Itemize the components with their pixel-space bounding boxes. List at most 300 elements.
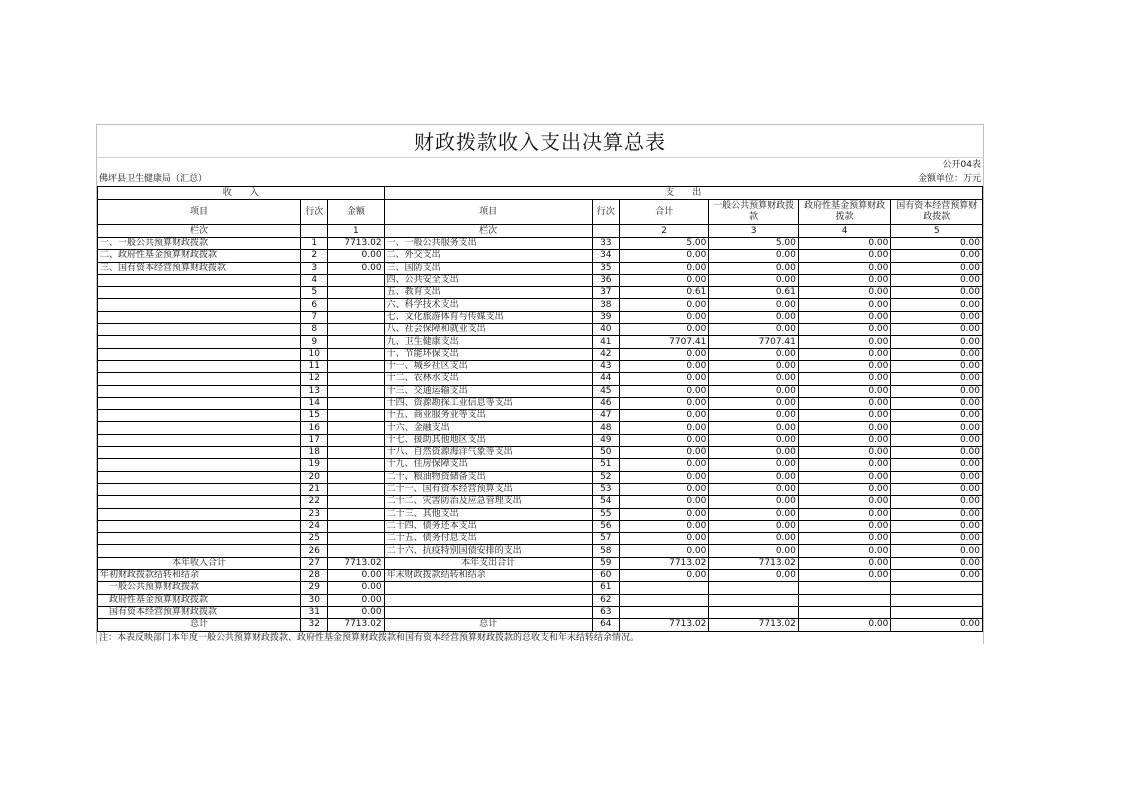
- income-item: [98, 533, 301, 545]
- expense-row-no: 44: [592, 373, 619, 385]
- expense-item: 十二、农林水支出: [384, 373, 592, 385]
- expense-item: 二十、粮油物资储备支出: [384, 471, 592, 483]
- income-amount: [328, 520, 384, 532]
- expense-row-no: 40: [592, 324, 619, 336]
- gov-fund-amount: 0.00: [798, 397, 891, 409]
- expense-item: 十三、交通运输支出: [384, 385, 592, 397]
- income-item: [98, 483, 301, 495]
- state-capital-header: 国有资本经营预算财政拨款: [891, 200, 983, 225]
- income-amount: [328, 385, 384, 397]
- income-item: 总计: [98, 619, 301, 631]
- income-row-no: 2: [301, 250, 328, 262]
- table-row: [98, 311, 983, 323]
- income-row-no: 25: [301, 533, 328, 545]
- income-item: [98, 311, 301, 323]
- table-row: [98, 385, 983, 397]
- income-row-no: 12: [301, 373, 328, 385]
- expense-row-no: 45: [592, 385, 619, 397]
- income-amount: 0.00: [328, 250, 384, 262]
- table-row: [98, 360, 983, 372]
- gov-fund-amount: 0.00: [798, 324, 891, 336]
- income-item: [98, 459, 301, 471]
- expense-item: 二十四、债务还本支出: [384, 520, 592, 532]
- income-row-no: 29: [301, 582, 328, 594]
- general-budget-amount: 0.00: [709, 520, 799, 532]
- expense-item-header: 项目: [384, 200, 592, 225]
- income-amount: [328, 545, 384, 557]
- expense-total: 0.00: [619, 373, 709, 385]
- expense-item: 二十六、抗疫特别国债安排的支出: [384, 545, 592, 557]
- gov-fund-amount: [798, 594, 891, 606]
- expense-total: 7713.02: [619, 619, 709, 631]
- expense-row-no: 39: [592, 311, 619, 323]
- state-capital-amount: [891, 582, 983, 594]
- income-row-no: 11: [301, 360, 328, 372]
- gov-fund-amount: 0.00: [798, 274, 891, 286]
- expense-row-no: 57: [592, 533, 619, 545]
- general-budget-amount: 0.00: [709, 447, 799, 459]
- income-amount: 0.00: [328, 606, 384, 618]
- table-row: [98, 533, 983, 545]
- general-budget-amount: 0.00: [709, 311, 799, 323]
- expense-total: 0.00: [619, 459, 709, 471]
- gov-fund-amount: 0.00: [798, 545, 891, 557]
- general-budget-amount: 0.00: [709, 459, 799, 471]
- state-capital-amount: [891, 606, 983, 618]
- col-2: 2: [619, 225, 709, 238]
- expense-item: 一、一般公共服务支出: [384, 238, 592, 250]
- table-row: [98, 373, 983, 385]
- state-capital-amount: 0.00: [891, 422, 983, 434]
- expense-item: [384, 582, 592, 594]
- income-row-no: 5: [301, 287, 328, 299]
- income-row-no: 21: [301, 483, 328, 495]
- state-capital-amount: 0.00: [891, 545, 983, 557]
- gov-fund-amount: 0.00: [798, 299, 891, 311]
- gov-fund-amount: 0.00: [798, 422, 891, 434]
- expense-total: 0.00: [619, 520, 709, 532]
- expense-item: 三、国防支出: [384, 262, 592, 274]
- table-row: [98, 287, 983, 299]
- expense-row-no: 51: [592, 459, 619, 471]
- income-amount: 0.00: [328, 262, 384, 274]
- income-item: 本年收入合计: [98, 557, 301, 569]
- gov-fund-amount: 0.00: [798, 262, 891, 274]
- general-budget-amount: 0.00: [709, 373, 799, 385]
- income-item: 国有资本经营预算财政拨款: [98, 606, 301, 618]
- income-item: [98, 471, 301, 483]
- general-budget-amount: 0.00: [709, 533, 799, 545]
- income-amount: [328, 447, 384, 459]
- expense-total: 0.00: [619, 348, 709, 360]
- income-row-no: 22: [301, 496, 328, 508]
- table-row: [98, 508, 983, 520]
- expense-row-no: 61: [592, 582, 619, 594]
- income-row-no: 8: [301, 324, 328, 336]
- state-capital-amount: 0.00: [891, 299, 983, 311]
- footnote: 注：本表反映部门本年度一般公共预算财政拨款、政府性基金预算财政拨款和国有资本经营预算财政拨款的总收支和年末结转结余情况。: [99, 632, 640, 643]
- table-row: [98, 250, 983, 262]
- expense-row-no: 42: [592, 348, 619, 360]
- income-amount: [328, 336, 384, 348]
- table-row: [98, 348, 983, 360]
- table-row: [98, 594, 983, 606]
- income-row-no: 19: [301, 459, 328, 471]
- expense-total: 0.00: [619, 545, 709, 557]
- income-row-no: 1: [301, 238, 328, 250]
- expense-row-no: 34: [592, 250, 619, 262]
- income-row-no: 26: [301, 545, 328, 557]
- table-row: [98, 274, 983, 286]
- general-budget-amount: 0.00: [709, 483, 799, 495]
- expense-row-no: 48: [592, 422, 619, 434]
- report-sheet: [96, 124, 984, 644]
- income-col-label: 栏次: [98, 225, 301, 238]
- expense-row-no: 60: [592, 570, 619, 582]
- income-item: [98, 274, 301, 286]
- expense-col-label: 栏次: [384, 225, 592, 238]
- gov-fund-amount: 0.00: [798, 508, 891, 520]
- gov-fund-amount: 0.00: [798, 447, 891, 459]
- expense-item: 四、公共安全支出: [384, 274, 592, 286]
- form-code: 公开04表: [942, 160, 981, 170]
- general-budget-amount: 0.00: [709, 508, 799, 520]
- expense-item: 总计: [384, 619, 592, 631]
- table-row: [98, 324, 983, 336]
- expense-item: 二十二、灾害防治及应急管理支出: [384, 496, 592, 508]
- expense-row-no-header: 行次: [592, 200, 619, 225]
- expense-total: 0.00: [619, 471, 709, 483]
- income-row-no: 15: [301, 410, 328, 422]
- general-budget-amount: 5.00: [709, 238, 799, 250]
- income-amount: [328, 434, 384, 446]
- expense-item: 八、社会保障和就业支出: [384, 324, 592, 336]
- income-item: [98, 496, 301, 508]
- income-amount: [328, 397, 384, 409]
- state-capital-amount: 0.00: [891, 557, 983, 569]
- general-budget-amount: 7713.02: [709, 557, 799, 569]
- income-item: [98, 324, 301, 336]
- income-item: [98, 385, 301, 397]
- general-budget-amount: 0.00: [709, 299, 799, 311]
- gov-fund-amount: 0.00: [798, 483, 891, 495]
- income-amount: [328, 287, 384, 299]
- income-amount: [328, 274, 384, 286]
- state-capital-amount: 0.00: [891, 250, 983, 262]
- expense-total: 0.00: [619, 250, 709, 262]
- expense-total: 0.00: [619, 299, 709, 311]
- income-amount: [328, 483, 384, 495]
- gov-fund-amount: 0.00: [798, 496, 891, 508]
- gov-fund-amount: 0.00: [798, 520, 891, 532]
- general-budget-amount: 0.00: [709, 545, 799, 557]
- income-row-no: 16: [301, 422, 328, 434]
- income-row-no: 32: [301, 619, 328, 631]
- expense-total: 0.00: [619, 434, 709, 446]
- col-4: 4: [798, 225, 891, 238]
- expense-item: 二十一、国有资本经营预算支出: [384, 483, 592, 495]
- header-row-sections: [98, 187, 983, 200]
- general-budget-amount: 7707.41: [709, 336, 799, 348]
- income-item: [98, 299, 301, 311]
- income-amount: [328, 459, 384, 471]
- expense-total: 7707.41: [619, 336, 709, 348]
- expense-total: 0.00: [619, 360, 709, 372]
- income-amount: [328, 348, 384, 360]
- expense-total: 0.61: [619, 287, 709, 299]
- income-item: [98, 447, 301, 459]
- table-row: [98, 496, 983, 508]
- expense-total: 0.00: [619, 385, 709, 397]
- expense-total: 0.00: [619, 274, 709, 286]
- expense-row-no-index: [592, 225, 619, 238]
- income-amount: [328, 311, 384, 323]
- gov-fund-amount: 0.00: [798, 360, 891, 372]
- state-capital-amount: 0.00: [891, 508, 983, 520]
- expense-total: 0.00: [619, 422, 709, 434]
- table-row: [98, 606, 983, 618]
- expense-row-no: 59: [592, 557, 619, 569]
- expense-total: 0.00: [619, 570, 709, 582]
- income-row-no: 3: [301, 262, 328, 274]
- income-item: [98, 373, 301, 385]
- income-amount: 7713.02: [328, 238, 384, 250]
- expense-total: 7713.02: [619, 557, 709, 569]
- state-capital-amount: 0.00: [891, 496, 983, 508]
- expense-row-no: 43: [592, 360, 619, 372]
- general-budget-header: 一般公共预算财政拨款: [709, 200, 799, 225]
- expense-row-no: 55: [592, 508, 619, 520]
- gov-fund-amount: 0.00: [798, 348, 891, 360]
- general-budget-amount: 0.00: [709, 385, 799, 397]
- general-budget-amount: 0.00: [709, 434, 799, 446]
- income-row-no-header: 行次: [301, 200, 328, 225]
- income-row-no: 14: [301, 397, 328, 409]
- expense-item: 六、科学技术支出: [384, 299, 592, 311]
- expense-item: 九、卫生健康支出: [384, 336, 592, 348]
- page-title: 财政拨款收入支出决算总表: [97, 125, 983, 158]
- expense-total: 5.00: [619, 238, 709, 250]
- expense-row-no: 49: [592, 434, 619, 446]
- gov-fund-amount: 0.00: [798, 533, 891, 545]
- gov-fund-amount: 0.00: [798, 471, 891, 483]
- general-budget-amount: 0.00: [709, 324, 799, 336]
- income-amount: [328, 324, 384, 336]
- expense-item: 十四、资源勘探工业信息等支出: [384, 397, 592, 409]
- state-capital-amount: 0.00: [891, 520, 983, 532]
- table-row: [98, 238, 983, 250]
- expense-item: [384, 606, 592, 618]
- income-amount: 0.00: [328, 594, 384, 606]
- income-row-no: 13: [301, 385, 328, 397]
- income-item: [98, 508, 301, 520]
- total-header: 合计: [619, 200, 709, 225]
- col-3: 3: [709, 225, 799, 238]
- income-item: [98, 287, 301, 299]
- table-row: [98, 262, 983, 274]
- state-capital-amount: 0.00: [891, 619, 983, 631]
- income-row-no: 30: [301, 594, 328, 606]
- expense-total: 0.00: [619, 324, 709, 336]
- state-capital-amount: 0.00: [891, 385, 983, 397]
- state-capital-amount: 0.00: [891, 360, 983, 372]
- income-amount: 0.00: [328, 582, 384, 594]
- expense-row-no: 62: [592, 594, 619, 606]
- table-row: [98, 447, 983, 459]
- expense-item: 十六、金融支出: [384, 422, 592, 434]
- income-item: [98, 348, 301, 360]
- expense-item: 二十五、债务付息支出: [384, 533, 592, 545]
- expense-row-no: 35: [592, 262, 619, 274]
- income-row-no: 17: [301, 434, 328, 446]
- income-amount: [328, 471, 384, 483]
- expense-row-no: 46: [592, 397, 619, 409]
- expense-section-header: 支 出: [384, 187, 982, 200]
- gov-fund-amount: 0.00: [798, 250, 891, 262]
- income-row-no: 10: [301, 348, 328, 360]
- expense-row-no: 38: [592, 299, 619, 311]
- income-item: [98, 336, 301, 348]
- income-amount: [328, 299, 384, 311]
- gov-fund-amount: 0.00: [798, 434, 891, 446]
- income-row-no: 23: [301, 508, 328, 520]
- income-item: [98, 397, 301, 409]
- expense-total: 0.00: [619, 311, 709, 323]
- general-budget-amount: 0.00: [709, 250, 799, 262]
- general-budget-amount: 0.00: [709, 274, 799, 286]
- expense-item: 十一、城乡社区支出: [384, 360, 592, 372]
- income-amount: [328, 533, 384, 545]
- income-item: 三、国有资本经营预算财政拨款: [98, 262, 301, 274]
- gov-fund-amount: 0.00: [798, 459, 891, 471]
- expense-row-no: 36: [592, 274, 619, 286]
- income-col-1: 1: [328, 225, 384, 238]
- expense-row-no: 64: [592, 619, 619, 631]
- expense-item: 五、教育支出: [384, 287, 592, 299]
- income-row-no: 28: [301, 570, 328, 582]
- budget-table: [97, 186, 983, 632]
- general-budget-amount: 0.00: [709, 570, 799, 582]
- gov-fund-amount: 0.00: [798, 570, 891, 582]
- general-budget-amount: [709, 594, 799, 606]
- col-5: 5: [891, 225, 983, 238]
- gov-fund-amount: 0.00: [798, 619, 891, 631]
- table-row: [98, 545, 983, 557]
- state-capital-amount: 0.00: [891, 336, 983, 348]
- general-budget-amount: 0.00: [709, 422, 799, 434]
- income-amount: 7713.02: [328, 619, 384, 631]
- expense-item: 十五、商业服务业等支出: [384, 410, 592, 422]
- income-row-no: 27: [301, 557, 328, 569]
- income-item: [98, 360, 301, 372]
- gov-fund-amount: [798, 606, 891, 618]
- general-budget-amount: 0.00: [709, 410, 799, 422]
- state-capital-amount: 0.00: [891, 324, 983, 336]
- gov-fund-amount: 0.00: [798, 385, 891, 397]
- income-row-no: 6: [301, 299, 328, 311]
- expense-item: 十九、住房保障支出: [384, 459, 592, 471]
- gov-fund-header: 政府性基金预算财政拨款: [798, 200, 891, 225]
- table-row: [98, 557, 983, 569]
- income-amount: 0.00: [328, 570, 384, 582]
- income-item: 政府性基金预算财政拨款: [98, 594, 301, 606]
- income-item: [98, 410, 301, 422]
- state-capital-amount: 0.00: [891, 238, 983, 250]
- table-row: [98, 471, 983, 483]
- department-name: 佛坪县卫生健康局（汇总）: [99, 174, 208, 184]
- gov-fund-amount: [798, 582, 891, 594]
- state-capital-amount: 0.00: [891, 373, 983, 385]
- expense-item: 十七、援助其他地区支出: [384, 434, 592, 446]
- general-budget-amount: 0.00: [709, 397, 799, 409]
- expense-item: 二、外交支出: [384, 250, 592, 262]
- income-item: 一、一般公共预算财政拨款: [98, 238, 301, 250]
- gov-fund-amount: 0.00: [798, 287, 891, 299]
- income-amount: [328, 410, 384, 422]
- state-capital-amount: 0.00: [891, 533, 983, 545]
- income-amount: [328, 373, 384, 385]
- table-row: [98, 459, 983, 471]
- column-index-row: [98, 225, 983, 238]
- expense-total: 0.00: [619, 397, 709, 409]
- general-budget-amount: 0.00: [709, 360, 799, 372]
- state-capital-amount: [891, 594, 983, 606]
- expense-row-no: 56: [592, 520, 619, 532]
- state-capital-amount: 0.00: [891, 397, 983, 409]
- expense-item: 年末财政拨款结转和结余: [384, 570, 592, 582]
- state-capital-amount: 0.00: [891, 447, 983, 459]
- expense-item: 十、节能环保支出: [384, 348, 592, 360]
- expense-item: 七、文化旅游体育与传媒支出: [384, 311, 592, 323]
- table-row: [98, 434, 983, 446]
- expense-total: 0.00: [619, 533, 709, 545]
- gov-fund-amount: 0.00: [798, 557, 891, 569]
- state-capital-amount: 0.00: [891, 570, 983, 582]
- state-capital-amount: 0.00: [891, 410, 983, 422]
- income-row-no: 24: [301, 520, 328, 532]
- income-row-no: 4: [301, 274, 328, 286]
- state-capital-amount: 0.00: [891, 459, 983, 471]
- amount-unit: 金额单位：万元: [917, 174, 981, 184]
- income-item: [98, 520, 301, 532]
- expense-total: 0.00: [619, 410, 709, 422]
- income-amount: [328, 422, 384, 434]
- expense-row-no: 52: [592, 471, 619, 483]
- income-item: [98, 422, 301, 434]
- expense-item: 二十三、其他支出: [384, 508, 592, 520]
- expense-item: 本年支出合计: [384, 557, 592, 569]
- general-budget-amount: 0.00: [709, 348, 799, 360]
- income-amount: [328, 508, 384, 520]
- expense-total: 0.00: [619, 508, 709, 520]
- expense-total: 0.00: [619, 262, 709, 274]
- state-capital-amount: 0.00: [891, 348, 983, 360]
- table-row: [98, 570, 983, 582]
- general-budget-amount: [709, 582, 799, 594]
- income-row-no-index: [301, 225, 328, 238]
- expense-row-no: 41: [592, 336, 619, 348]
- table-row: [98, 397, 983, 409]
- state-capital-amount: 0.00: [891, 483, 983, 495]
- expense-row-no: 63: [592, 606, 619, 618]
- expense-row-no: 47: [592, 410, 619, 422]
- header-row-columns: [98, 200, 983, 225]
- income-item: [98, 545, 301, 557]
- expense-row-no: 54: [592, 496, 619, 508]
- state-capital-amount: 0.00: [891, 434, 983, 446]
- income-row-no: 31: [301, 606, 328, 618]
- income-item: 二、政府性基金预算财政拨款: [98, 250, 301, 262]
